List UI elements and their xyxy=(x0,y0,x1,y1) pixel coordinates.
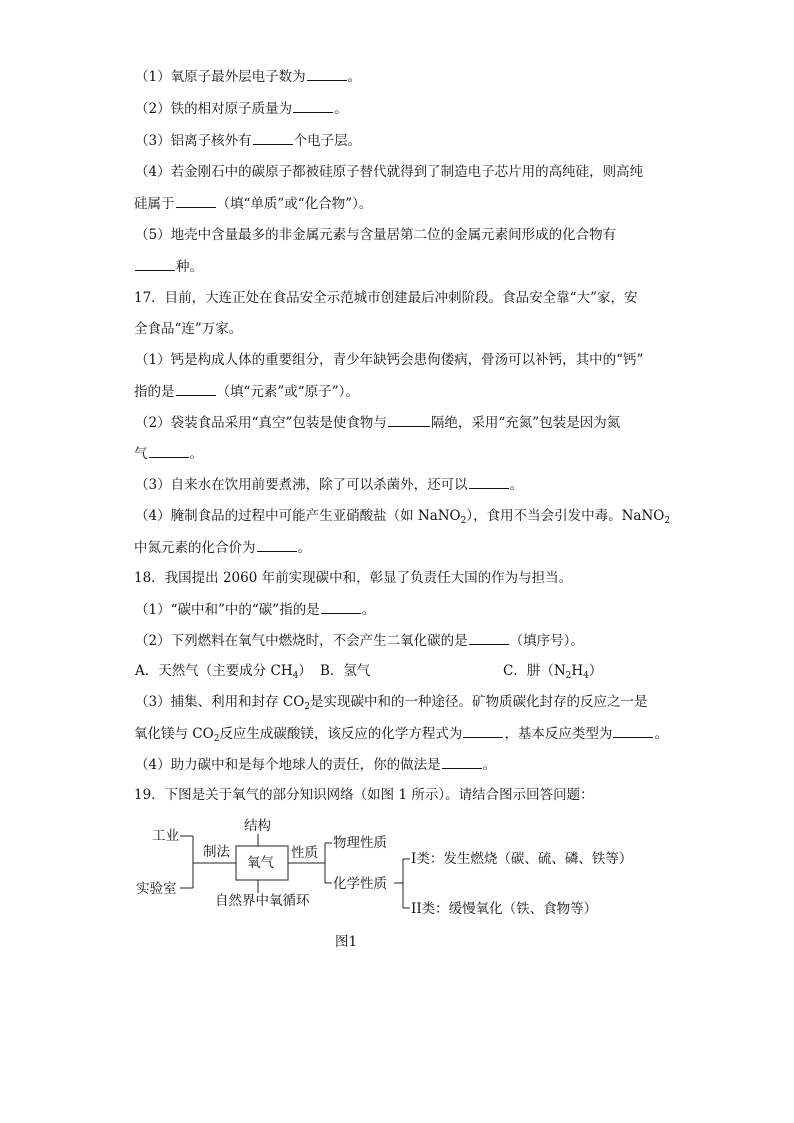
answer-blank[interactable] xyxy=(469,474,509,489)
option-c-text: C．肼（N xyxy=(503,663,566,679)
diagram-label-physical-property: 物理性质 xyxy=(333,835,387,851)
q17-p4-line2-text: 中氮元素的化合价为 xyxy=(134,540,256,556)
q17-stem-line1: 17．目前，大连正处在食品安全示范城市创建最后冲刺阶段。食品安全靠“大”家，安 xyxy=(134,290,638,306)
answer-blank[interactable] xyxy=(469,630,509,645)
diagram-label-preparation: 制法 xyxy=(203,844,230,860)
answer-blank[interactable] xyxy=(293,98,333,113)
q18-p1-suffix: 。 xyxy=(361,602,376,618)
q17-stem-line2: 全食品“连”万家。 xyxy=(134,321,243,337)
answer-blank[interactable] xyxy=(321,599,361,614)
q18-option-c[interactable] xyxy=(503,661,602,681)
q16-item-2-suffix: 。 xyxy=(334,101,348,117)
q17-p3 xyxy=(135,474,523,495)
subscript: 4 xyxy=(583,671,589,681)
q17-p2-line2 xyxy=(134,443,203,464)
answer-blank[interactable] xyxy=(176,193,216,208)
diagram-label-oxygen: 氧气 xyxy=(247,855,274,871)
subscript: 4 xyxy=(292,671,299,681)
q16-item-2 xyxy=(135,98,348,119)
diagram-label-industry: 工业 xyxy=(152,828,179,844)
option-c-text-2: H xyxy=(571,663,584,679)
figure-caption: 图1 xyxy=(335,934,358,950)
q17-p4-line2 xyxy=(134,537,311,558)
q18-option-b[interactable]: B．氢气 xyxy=(320,663,371,679)
q16-item-5-line1: （5）地壳中含量最多的非金属元素与含量居第二位的金属元素间形成的化合物有 xyxy=(135,227,617,243)
q16-item-4-suffix: （填“单质”或“化合物”）。 xyxy=(216,196,373,212)
answer-blank[interactable] xyxy=(613,723,653,738)
q18-p3-line2-text-2: 反应生成碳酸镁，该反应的化学方程式为 xyxy=(219,726,463,742)
subscript: 2 xyxy=(460,516,467,526)
answer-blank[interactable] xyxy=(253,130,293,145)
answer-blank[interactable] xyxy=(257,537,297,552)
q17-p2-text-2: 隔绝，采用“充氮”包装是因为氮 xyxy=(430,415,621,431)
q18-p4 xyxy=(135,754,496,775)
diagram-label-chemical-property: 化学性质 xyxy=(333,876,387,892)
diagram-label-lab: 实验室 xyxy=(136,881,177,897)
q16-item-5-suffix: 种。 xyxy=(176,259,203,275)
q16-item-4-text: 硅属于 xyxy=(134,196,175,212)
answer-blank[interactable] xyxy=(388,412,430,427)
q18-p4-text: （4）助力碳中和是每个地球人的责任，你的做法是 xyxy=(135,757,441,773)
q17-p1-suffix: （填“元素”或“原子”）。 xyxy=(216,384,359,400)
q17-p2-line1 xyxy=(135,412,620,433)
q18-p3-line2-text-3: ，基本反应类型为 xyxy=(504,726,613,742)
q17-p1-text: 指的是 xyxy=(134,384,175,400)
answer-blank[interactable] xyxy=(149,443,189,458)
answer-blank[interactable] xyxy=(307,66,347,81)
q16-item-3-suffix: 个电子层。 xyxy=(293,133,362,149)
q18-p2 xyxy=(135,630,584,651)
answer-blank[interactable] xyxy=(135,256,175,271)
q16-item-1-suffix: 。 xyxy=(347,69,362,85)
q18-p4-suffix: 。 xyxy=(482,757,497,773)
q16-item-3 xyxy=(135,130,361,151)
diagram-label-type-1: I类：发生燃烧（碳、硫、磷、铁等） xyxy=(411,851,633,867)
option-a-close: ） xyxy=(298,663,312,679)
q16-item-1 xyxy=(135,66,361,87)
diagram-label-property: 性质 xyxy=(291,845,318,861)
q16-item-2-text: （2）铁的相对原子质量为 xyxy=(135,101,293,117)
answer-blank[interactable] xyxy=(463,723,503,738)
diagram-label-oxygen-cycle: 自然界中氧循环 xyxy=(215,893,310,909)
diagram-label-structure: 结构 xyxy=(244,818,271,834)
subscript: 2 xyxy=(664,516,671,526)
q16-item-5-line2 xyxy=(134,256,203,277)
subscript: 2 xyxy=(565,671,572,681)
answer-blank[interactable] xyxy=(176,381,216,396)
option-a-text: A．天然气（主要成分 CH xyxy=(135,663,293,679)
q18-p3-text-2: 是实现碳中和的一种途径。矿物质碳化封存的反应之一是 xyxy=(310,694,648,710)
q18-p3-text: （3）捕集、利用和封存 CO xyxy=(135,694,305,710)
q16-item-4-line2 xyxy=(134,193,372,214)
q17-p2-suffix: 。 xyxy=(189,446,203,462)
q17-p3-suffix: 。 xyxy=(509,477,524,493)
q18-p3-suffix: 。 xyxy=(654,726,668,742)
subscript: 2 xyxy=(213,734,220,744)
q17-p2-line2-text: 气 xyxy=(134,446,148,462)
q18-p2-suffix: （填序号）。 xyxy=(509,633,584,649)
q18-p3-line2 xyxy=(134,723,668,744)
q18-p2-text: （2）下列燃料在氧气中燃烧时，不会产生二氧化碳的是 xyxy=(135,633,468,649)
q17-p4-text: （4）腌制食品的过程中可能产生亚硝酸盐（如 NaNO xyxy=(135,508,461,524)
q18-p1-text: （1）“碳中和”中的“碳”指的是 xyxy=(135,602,320,618)
q18-stem: 18．我国提出 2060 年前实现碳中和，彰显了负责任大国的作为与担当。 xyxy=(134,570,573,586)
q18-p3-line2-text: 氧化镁与 CO xyxy=(134,726,214,742)
diagram-label-type-2: II类：缓慢氧化（铁、食物等） xyxy=(411,901,598,917)
q17-p4-suffix: 。 xyxy=(297,540,311,556)
answer-blank[interactable] xyxy=(442,754,482,769)
q18-p3-line1 xyxy=(135,692,648,712)
q19-stem: 19．下图是关于氧气的部分知识网络（如图 1 所示）。请结合图示回答问题： xyxy=(134,787,594,803)
q17-p1-line2 xyxy=(134,381,359,402)
option-c-close: ） xyxy=(588,663,603,679)
q17-p3-text: （3）自来水在饮用前要煮沸，除了可以杀菌外，还可以 xyxy=(135,477,468,493)
q16-item-4-line1: （4）若金刚石中的碳原子都被硅原子替代就得到了制造电子芯片用的高纯硅，则高纯 xyxy=(135,164,644,180)
q17-p4-text-2: ），食用不当会引发中毒。NaNO xyxy=(466,508,665,524)
q17-p2-text: （2）袋装食品采用“真空”包装是使食物与 xyxy=(135,415,387,431)
q16-item-3-text: （3）铝离子核外有 xyxy=(135,133,252,149)
q17-p1-line1: （1）钙是构成人体的重要组分，青少年缺钙会患佝偻病，骨汤可以补钙，其中的“钙” xyxy=(135,352,644,368)
subscript: 2 xyxy=(304,702,311,712)
q17-p4-line1 xyxy=(135,506,670,526)
q18-option-a[interactable] xyxy=(135,661,312,681)
q18-p1 xyxy=(135,599,375,620)
q16-item-1-text: （1）氧原子最外层电子数为 xyxy=(135,69,306,85)
